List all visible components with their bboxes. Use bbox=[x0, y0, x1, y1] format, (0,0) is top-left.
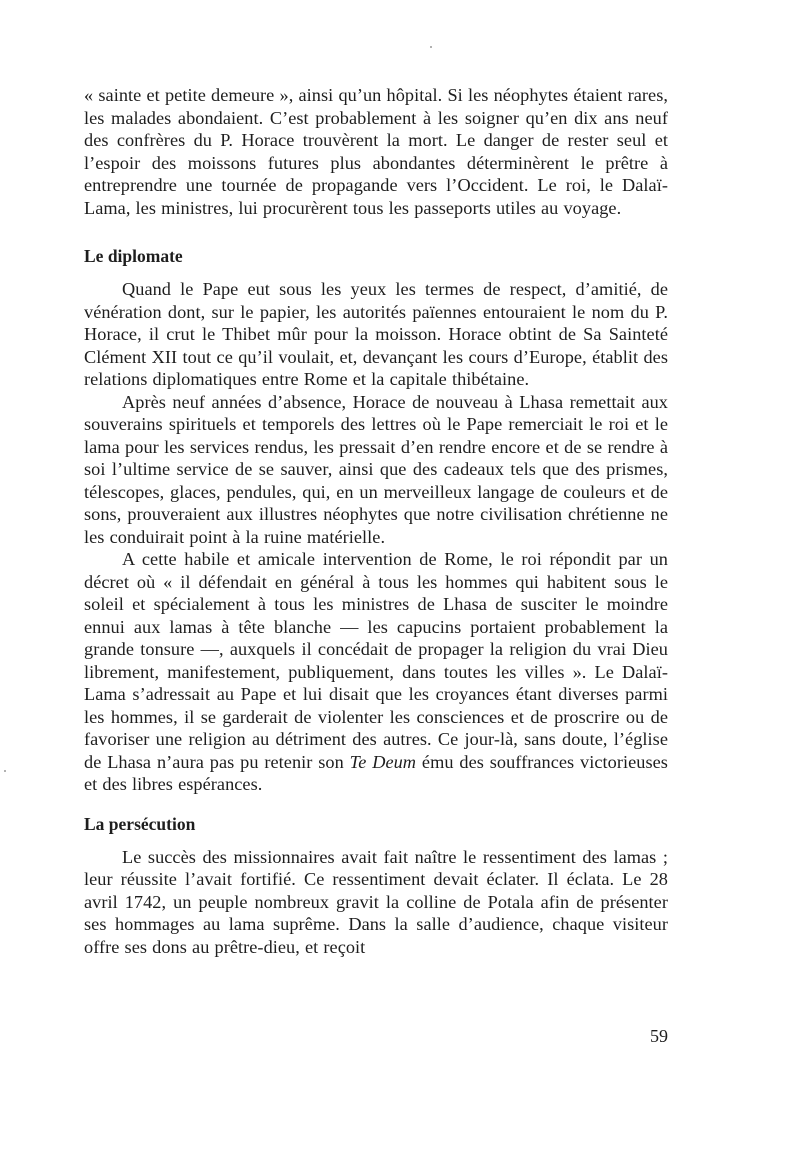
section-heading-persecution: La persécution bbox=[84, 813, 196, 834]
paragraph-text-before-italic: A cette habile et amicale intervention de Rome, le roi répondit par un décret où « il défendait en général à tous les hommes qui habitent sous le soleil et spécialement à tous les ministres de Lhasa de susciter le moindre ennui aux lamas à tête blanche — les capucins portaient probablement la grande tonsure —, auxquels il concédait de propager la religion du vrai Dieu librement, manifestement, publiquement, dans toutes les villes ». Le Dalaï-Lama s’adressait au Pape et lui disait que les croyances étant diverses parmi les hommes, il se garderait de violenter les consciences et de proscrire ou de favoriser une religion au détriment des autres. Ce jour-là, sans doute, l’église de Lhasa n’aura pas pu retenir son bbox=[84, 549, 668, 772]
spacer bbox=[84, 219, 668, 245]
paper-speck bbox=[430, 46, 432, 48]
diplomate-paragraph-1: Quand le Pape eut sous les yeux les termes de respect, d’amitié, de vénération dont, sur le papier, les autorités païennes entouraient le nom du P. Horace, il crut le Thibet mûr pour la moisson. Horace obtint de Sa Sainteté Clément XII tout ce qu’il voulait, et, devançant les cours d’Europe, établit des relations diplomatiques entre Rome et la capitale thibétaine. bbox=[84, 279, 668, 389]
page-number: 59 bbox=[650, 1026, 668, 1046]
paper-speck bbox=[4, 770, 6, 772]
paragraph-text-after-italic: ému des souffrances victorieuses et des libres espérances. bbox=[84, 751, 668, 794]
italic-title-te-deum: Te Deum bbox=[349, 751, 417, 772]
spacer bbox=[84, 267, 668, 278]
spacer bbox=[84, 796, 668, 813]
diplomate-paragraph-3 bbox=[84, 548, 668, 796]
diplomate-paragraph-2: Après neuf années d’absence, Horace de nouveau à Lhasa remettait aux souverains spirituels et temporels des lettres où le Pape remerciait le roi et le lama pour les services rendus, les pressait d’en rendre encore et de se rendre à soi l’ultime service de se sauver, ainsi que des cadeaux tels que des prismes, télescopes, glaces, pendules, qui, en un merveilleux langage de couleurs et de sons, prouveraient aux illustres néophytes que notre civilisation chrétienne ne les conduirait point à la ruine matérielle. bbox=[84, 391, 668, 547]
spacer bbox=[84, 835, 668, 846]
persecution-paragraph-1: Le succès des missionnaires avait fait naître le ressentiment des lamas ; leur réussite l’avait fortifié. Ce ressentiment devait éclater. Il éclata. Le 28 avril 1742, un peuple nombreux gravit la colline de Potala afin de présenter ses hommages au lama suprême. Dans la salle d’audience, chaque visiteur offre ses dons au prêtre-dieu, et reçoit bbox=[84, 846, 668, 957]
opening-paragraph: « sainte et petite demeure », ainsi qu’un hôpital. Si les néophytes étaient rares, les malades abondaient. C’est probablement à les soigner qu’en dix ans neuf des confrères du P. Horace trouvèrent la mort. Le danger de rester seul et l’espoir des moissons futures plus abondantes déterminèrent le prêtre à entreprendre une tournée de propagande vers l’Occident. Le roi, le Dalaï-Lama, les ministres, lui procurèrent tous les passeports utiles au voyage. bbox=[84, 85, 668, 218]
book-page-text bbox=[84, 84, 668, 958]
section-heading-diplomate: Le diplomate bbox=[84, 246, 183, 266]
